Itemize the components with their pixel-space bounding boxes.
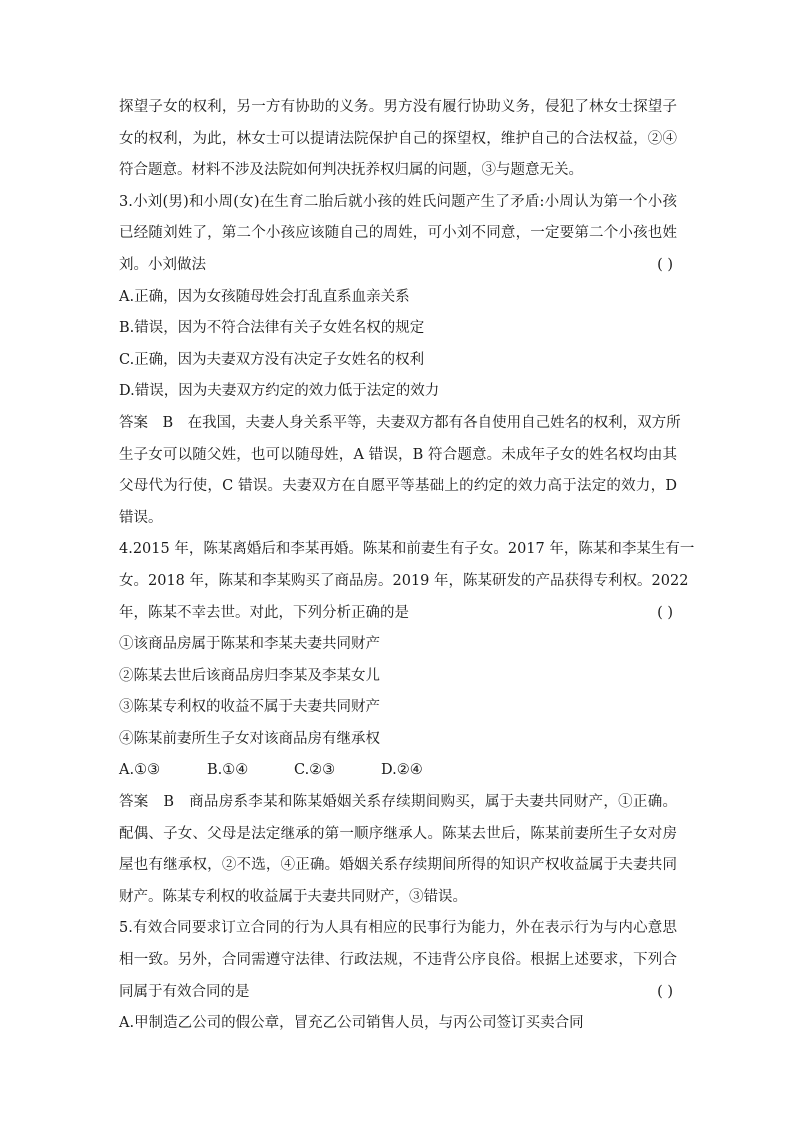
option-a: A.甲制造乙公司的假公章，冒充乙公司销售人员，与丙公司签订买卖合同 — [119, 1015, 584, 1032]
option-row — [119, 755, 677, 787]
question-stem-line: 女。2018 年，陈某和李某购买了商品房。2019 年，陈某研发的产品获得专利权。2022 — [119, 572, 689, 589]
option-a: A.①③ — [119, 762, 161, 779]
question-stem-line: 5.有效合同要求订立合同的行为人具有相应的民事行为能力，外在表示行为与内心意思 — [119, 920, 677, 937]
question-stem-text: 同属于有效合同的是 — [119, 983, 250, 1000]
option-c: C.正确，因为夫妻双方没有决定子女姓名的权利 — [119, 351, 425, 368]
answer-line: 答案 B 商品房系李某和陈某婚姻关系存续期间购买，属于夫妻共同财产，①正确。 — [119, 794, 677, 811]
statement-item: ④陈某前妻所生子女对该商品房有继承权 — [119, 730, 380, 747]
answer-line: 屋也有继承权，②不选，④正确。婚姻关系存续期间所得的知识产权收益属于夫妻共同 — [119, 857, 677, 874]
question-3 — [119, 187, 681, 535]
question-stem-line: 4.2015 年，陈某离婚后和李某再婚。陈某和前妻生有子女。2017 年，陈某和李某生有一 — [119, 541, 695, 558]
question-stem-line — [119, 250, 677, 282]
answer-continuation — [119, 92, 677, 187]
text-line: 探望子女的权利，另一方有协助的义务。男方没有履行协助义务，侵犯了林女士探望子 — [119, 99, 677, 115]
question-stem-line — [119, 598, 677, 630]
answer-line: 配偶、子女、父母是法定继承的第一顺序继承人。陈某去世后，陈某前妻所生子女对房 — [119, 825, 677, 842]
option-b: B.①④ — [207, 762, 249, 779]
question-stem-line — [119, 977, 677, 1009]
statement-item: ①该商品房属于陈某和李某夫妻共同财产 — [119, 636, 380, 653]
answer-line: 生子女可以随父姓，也可以随母姓，A 错误，B 符合题意。未成年子女的姓名权均由其 — [119, 446, 677, 463]
question-stem-line: 已经随刘姓了，第二个小孩应该随自己的周姓，可小刘不同意，一定要第二个小孩也姓 — [119, 225, 677, 242]
answer-line: 父母代为行使，C 错误。夫妻双方在自愿平等基础上的约定的效力高于法定的效力，D — [119, 478, 677, 495]
question-5 — [119, 913, 677, 1039]
text-line: 女的权利，为此，林女士可以提请法院保护自己的探望权，维护自己的合法权益，②④ — [119, 130, 677, 147]
option-a: A.正确，因为女孩随母姓会打乱直系血亲关系 — [119, 288, 410, 305]
question-stem-text: 刘。小刘做法 — [119, 256, 206, 273]
text-line: 符合题意。材料不涉及法院如何判决抚养权归属的问题，③与题意无关。 — [119, 162, 583, 179]
question-stem-line: 3.小刘(男)和小周(女)在生育二胎后就小孩的姓氏问题产生了矛盾:小周认为第一个小孩 — [119, 193, 677, 210]
option-d: D.错误，因为夫妻双方约定的效力低于法定的效力 — [119, 383, 440, 400]
question-4 — [119, 534, 695, 913]
statement-item: ②陈某去世后该商品房归李某及李某女儿 — [119, 667, 380, 684]
answer-line: 答案 B 在我国，夫妻人身关系平等，夫妻双方都有各自使用自己姓名的权利，双方所 — [119, 414, 681, 431]
document-page — [119, 92, 695, 1040]
answer-line: 财产。陈某专利权的收益属于夫妻共同财产，③错误。 — [119, 888, 467, 905]
option-d: D.②④ — [381, 762, 423, 779]
answer-line: 错误。 — [119, 509, 163, 526]
statement-item: ③陈某专利权的收益不属于夫妻共同财产 — [119, 699, 380, 716]
answer-blank: ( ) — [657, 983, 673, 1000]
option-b: B.错误，因为不符合法律有关子女姓名权的规定 — [119, 320, 425, 337]
answer-blank: ( ) — [657, 604, 673, 621]
question-stem-line: 相一致。另外，合同需遵守法律、行政法规，不违背公序良俗。根据上述要求，下列合 — [119, 952, 677, 969]
question-stem-text: 年，陈某不幸去世。对此，下列分析正确的是 — [119, 604, 409, 621]
option-c: C.②③ — [294, 762, 336, 779]
answer-blank: ( ) — [657, 256, 673, 273]
